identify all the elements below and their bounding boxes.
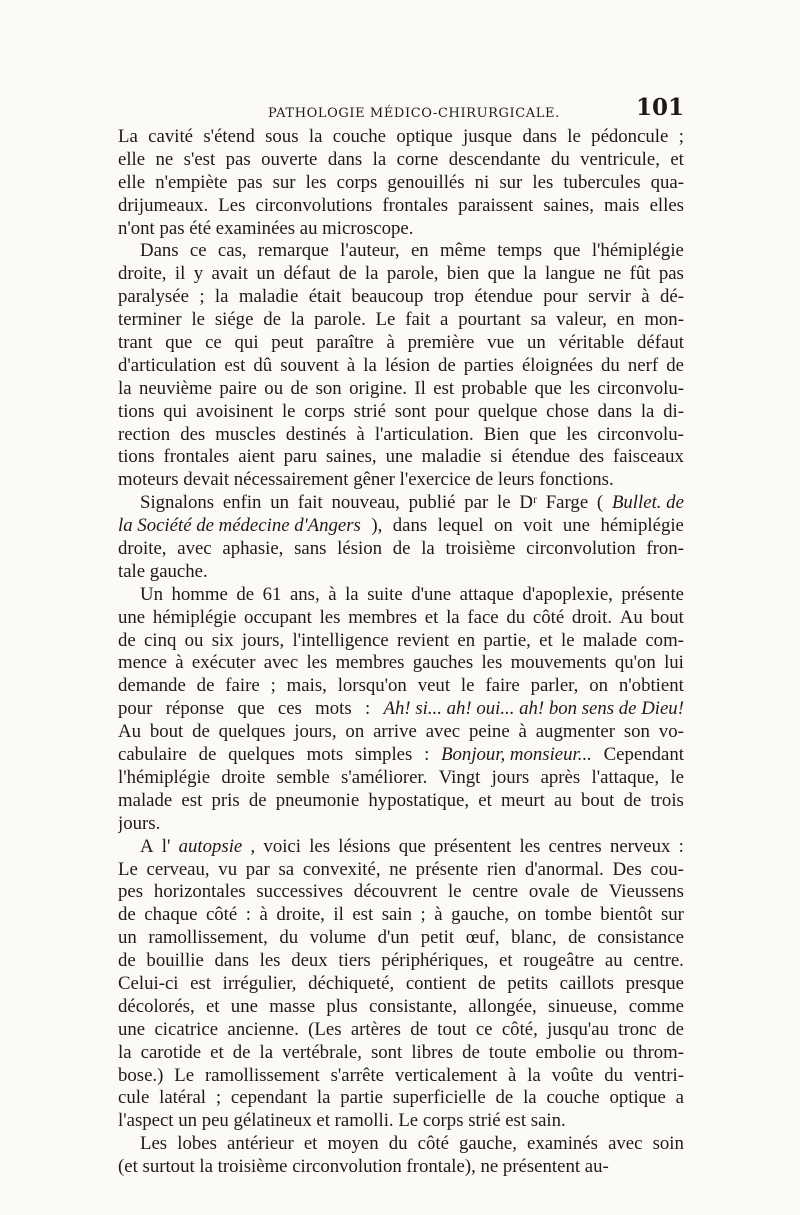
text-line: l'aspect un peu gélatineux et ramolli. Le corps strié est sain. [118, 1110, 566, 1132]
running-title: PATHOLOGIE MÉDICO-CHIRURGICALE. [268, 106, 560, 121]
text-line: trant que ce qui peut paraître à première vue un véritable défaut [118, 332, 684, 354]
text-line: A l' autopsie , voici les lésions que présentent les centres nerveux : [140, 835, 684, 857]
text-line: tale gauche. [118, 560, 208, 582]
text-line: de chaque côté : à droite, il est sain ; à gauche, on tombe bientôt sur [118, 904, 684, 926]
text-line: de bouillie dans les deux tiers périphériques, et rougeâtre au centre. [118, 950, 684, 972]
text-line: droite, il y avait un défaut de la parole, bien que la langue ne fût pas [118, 263, 684, 285]
text-line: l'hémiplégie droite semble s'améliorer. Vingt jours après l'attaque, le [118, 766, 684, 788]
text-line: terminer le siége de la parole. Le fait a pourtant sa valeur, en mon- [118, 309, 684, 331]
text-line: elle n'empiète pas sur les corps genouillés ni sur les tubercules qua- [118, 171, 684, 193]
text-line: La cavité s'étend sous la couche optique jusque dans le pédoncule ; [118, 126, 684, 147]
page-body [118, 126, 684, 1179]
text-line: jours. [118, 812, 161, 834]
text-line: la Société de médecine d'Angers ), dans lequel on voit une hémiplégie [118, 515, 684, 537]
text-line: une cicatrice ancienne. (Les artères de tout ce côté, jusqu'au tronc de [118, 1018, 684, 1040]
text-line: une hémiplégie occupant les membres et la face du côté droit. Au bout [118, 606, 684, 628]
paragraph [118, 836, 684, 1134]
text-line: pour réponse que ces mots : Ah! si... ah! oui... ah! bon sens de Dieu! [118, 698, 684, 720]
text-line: Les lobes antérieur et moyen du côté gauche, examinés avec soin [140, 1133, 684, 1155]
text-line: Le cerveau, vu par sa convexité, ne présente rien d'anormal. Des cou- [118, 858, 684, 880]
page-header [118, 94, 684, 126]
text-line: la carotide et de la vertébrale, sont libres de toute embolie ou throm- [118, 1041, 684, 1063]
text-line: (et surtout la troisième circonvolution frontale), ne présentent au- [118, 1156, 609, 1178]
text-line: rection des muscles destinés à l'articulation. Bien que les circonvolu- [118, 423, 684, 445]
text-line: bose.) Le ramollissement s'arrête verticalement à la voûte du ventri- [118, 1064, 684, 1086]
text-line: d'articulation est dû souvent à la lésion de parties éloignées du nerf de [118, 354, 684, 376]
text-line: Un homme de 61 ans, à la suite d'une attaque d'apoplexie, présente [140, 583, 684, 605]
text-line: la neuvième paire ou de son origine. Il est probable que les circonvolu- [118, 377, 684, 399]
paragraph [118, 126, 684, 240]
text-line: de cinq ou six jours, l'intelligence revient en partie, et le malade com- [118, 629, 684, 651]
text-line: tions qui avoisinent le corps strié sont pour quelque chose dans la di- [118, 400, 684, 422]
text-line: un ramollissement, du volume d'un petit œuf, blanc, de consistance [118, 927, 684, 949]
text-line: tions frontales aient paru saines, une maladie si étendue des faisceaux [118, 446, 684, 468]
paragraph [118, 492, 684, 584]
text-line: droite, avec aphasie, sans lésion de la troisième circonvolution fron- [118, 538, 684, 560]
page-number: 101 [635, 94, 684, 121]
text-line: n'ont pas été examinées au microscope. [118, 217, 414, 239]
text-line: malade est pris de pneumonie hypostatique, et meurt au bout de trois [118, 789, 684, 811]
text-line: elle ne s'est pas ouverte dans la corne descendante du ventricule, et [118, 148, 684, 170]
text-line: mence à exécuter avec les membres gauches les mouvements qu'on lui [118, 652, 684, 674]
paragraph [118, 1133, 684, 1179]
text-line: pes horizontales successives découvrent le centre ovale de Vieussens [118, 881, 684, 903]
text-line: drijumeaux. Les circonvolutions frontales paraissent saines, mais elles [118, 194, 684, 216]
text-line: cabulaire de quelques mots simples : Bonjour, monsieur... Cependant [118, 744, 684, 766]
text-line: décolorés, et une masse plus consistante, allongée, sinueuse, comme [118, 995, 684, 1017]
text-line: cule latéral ; cependant la partie superficielle de la couche optique a [118, 1087, 684, 1109]
text-line: paralysée ; la maladie était beaucoup trop étendue pour servir à dé- [118, 286, 684, 308]
text-line: moteurs devait nécessairement gêner l'exercice de leurs fonctions. [118, 469, 614, 491]
text-line: Celui-ci est irrégulier, déchiqueté, contient de petits caillots presque [118, 972, 684, 994]
paragraph [118, 240, 684, 492]
text-line: Dans ce cas, remarque l'auteur, en même temps que l'hémiplégie [140, 240, 684, 262]
text-line: Signalons enfin un fait nouveau, publié par le Dʳ Farge ( Bullet. de [140, 492, 684, 514]
text-line: demande de faire ; mais, lorsqu'on veut le faire parler, on n'obtient [118, 675, 684, 697]
paragraph [118, 584, 684, 836]
text-line: Au bout de quelques jours, on arrive avec peine à augmenter son vo- [118, 721, 684, 743]
